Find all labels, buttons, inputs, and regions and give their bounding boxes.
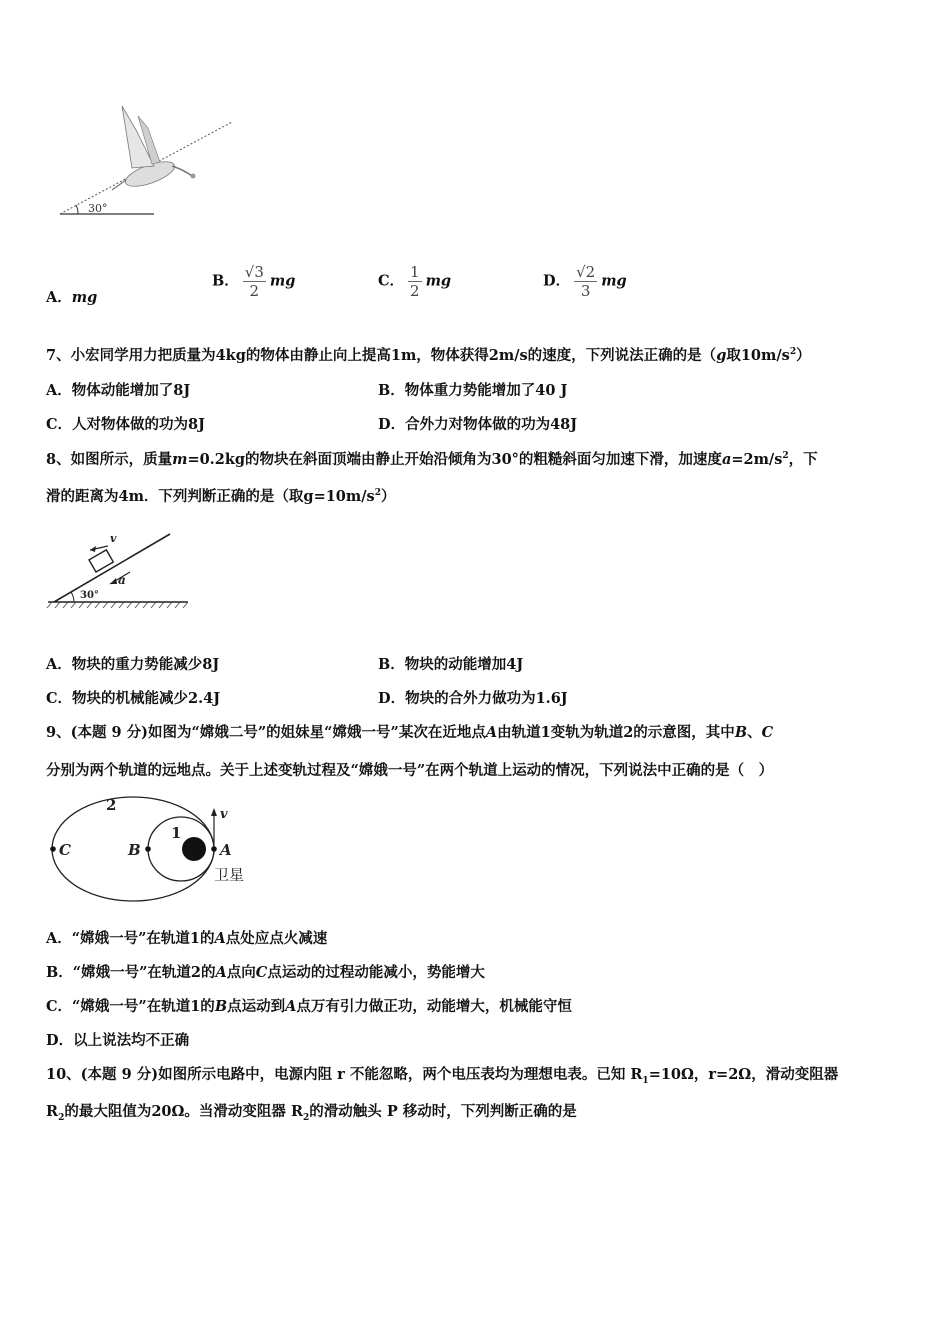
q8-option-d[interactable]: D．物块的合外力做功为1.6J bbox=[378, 690, 568, 707]
q7-stem: 7、小宏同学用力把质量为4kg的物体由静止向上提高1m，物体获得2m/s的速度，下列说法正确的是（g取$10m/s^2$） bbox=[46, 347, 811, 364]
bird-figure bbox=[52, 98, 242, 223]
q6-option-c[interactable]: C． $\frac{1}{2}$ mg bbox=[378, 263, 452, 300]
q7-option-c[interactable]: C．人对物体做的功为8J bbox=[46, 416, 205, 433]
velocity-arrowhead bbox=[211, 808, 217, 816]
acceleration-label: a bbox=[118, 573, 126, 587]
bird-icon bbox=[112, 106, 196, 191]
q8-stem-line1: 8、如图所示，质量m=0.2kg的物块在斜面顶端由静止开始沿倾角为30°的粗糙斜面匀加速下滑，加速度$a=2m/s^2$，下 bbox=[46, 451, 818, 468]
q7-option-b[interactable]: B．物体重力势能增加了40 J bbox=[378, 382, 568, 399]
q10-stem-line1: 10、(本题 9 分)如图所示电路中，电源内阻 r 不能忽略，两个电压表均为理想电表。已知 $R_1=10\Omega$，r=2Ω，滑动变阻器 bbox=[46, 1066, 839, 1086]
incline-figure bbox=[46, 522, 196, 614]
angle-arc bbox=[71, 592, 74, 602]
velocity-label: v bbox=[220, 807, 228, 822]
q9-option-d[interactable]: D．以上说法均不正确 bbox=[46, 1032, 190, 1049]
satellite-label: 卫星 bbox=[214, 866, 245, 884]
q8-option-c[interactable]: C．物块的机械能减少2.4J bbox=[46, 690, 221, 707]
q9-option-a[interactable]: A．“嫦娥一号”在轨道1的A点处应点火减速 bbox=[46, 930, 328, 947]
q9-stem-line2: 分别为两个轨道的远地点。关于上述变轨过程及“嫦娥一号”在两个轨道上运动的情况，下列说法中正确的是（ ） bbox=[46, 762, 774, 779]
q7-option-a[interactable]: A．物体动能增加了8J bbox=[46, 382, 191, 399]
q9-option-b[interactable]: B．“嫦娥一号”在轨道2的A点向C点运动的过程动能减小，势能增大 bbox=[46, 964, 485, 981]
acceleration-arrowhead bbox=[110, 578, 117, 584]
q9-stem-line1: 9、(本题 9 分)如图为“嫦娥二号”的姐妹星“嫦娥一号”某次在近地点A由轨道1变轨为轨道2的示意图，其中B、C bbox=[46, 724, 774, 741]
angle-label: 30° bbox=[80, 590, 99, 601]
orbit-2-label: 2 bbox=[106, 796, 117, 814]
point-c-label: C bbox=[59, 841, 71, 859]
angle-label: 30° bbox=[88, 202, 108, 215]
q6-option-b[interactable]: B． $\frac{√3}{2}$ mg bbox=[212, 263, 296, 300]
q7-option-d[interactable]: D．合外力对物体做的功为48J bbox=[378, 416, 578, 433]
q8-option-a[interactable]: A．物块的重力势能减少8J bbox=[46, 656, 220, 673]
orbit-figure bbox=[46, 792, 256, 904]
q6-option-d[interactable]: D． $\frac{√2}{3}$ mg bbox=[543, 263, 627, 300]
velocity-label: v bbox=[110, 532, 117, 545]
fraction: $\frac{√2}{3}$ bbox=[576, 263, 596, 300]
angle-arc bbox=[76, 205, 78, 214]
fraction: $\frac{1}{2}$ bbox=[410, 263, 420, 300]
point-a-label: A bbox=[220, 841, 232, 859]
orbit-1-label: 1 bbox=[171, 824, 182, 842]
point-a-dot bbox=[211, 846, 217, 852]
q9-option-c[interactable]: C．“嫦娥一号”在轨道1的B点运动到A点万有引力做正功，动能增大，机械能守恒 bbox=[46, 998, 572, 1015]
ground-hatch bbox=[47, 602, 188, 608]
q8-stem-line2: 滑的距离为4m．下列判断正确的是（取$g=10m/s^2$） bbox=[46, 488, 396, 505]
point-b-label: B bbox=[128, 841, 141, 859]
q8-option-b[interactable]: B．物块的动能增加4J bbox=[378, 656, 524, 673]
point-c-dot bbox=[50, 846, 56, 852]
velocity-arrowhead bbox=[90, 546, 96, 552]
q10-stem-line2: $R_2$的最大阻值为20Ω。当滑动变阻器 $R_2$的滑动触头 P 移动时，下列判断正确的是 bbox=[46, 1103, 577, 1123]
earth-icon bbox=[182, 837, 206, 861]
q6-option-a[interactable]: A．mg bbox=[46, 289, 98, 306]
fraction: $\frac{√3}{2}$ bbox=[244, 263, 264, 300]
point-b-dot bbox=[145, 846, 151, 852]
